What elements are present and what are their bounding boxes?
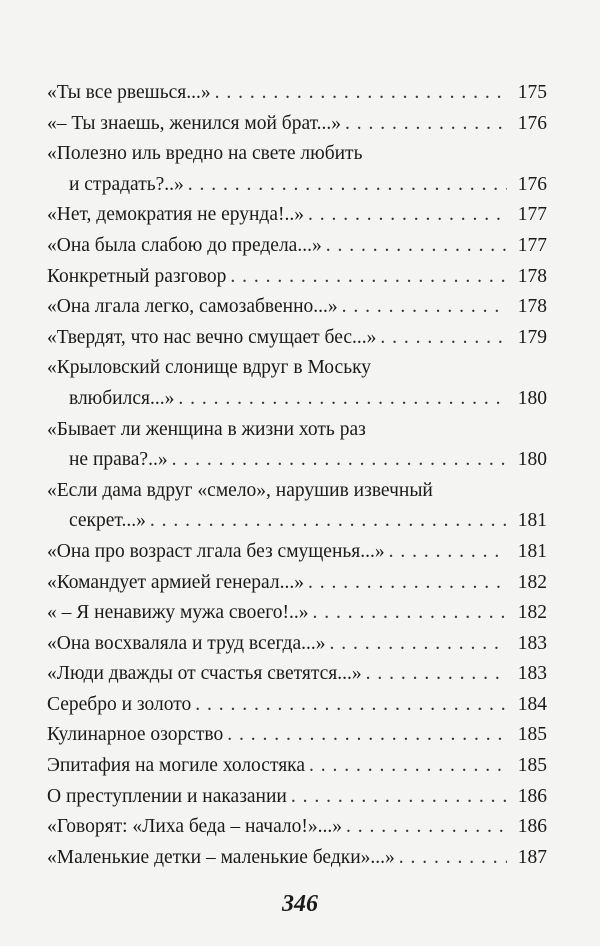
toc-entry-title: «Нет, демократия не ерунда!..» bbox=[47, 204, 305, 226]
dot-leader bbox=[215, 78, 507, 109]
toc-entry-title: Конкретный разговор bbox=[47, 265, 227, 287]
toc-entry-page: 184 bbox=[517, 693, 547, 715]
toc-entry bbox=[47, 476, 547, 537]
toc-entry-title: не права?..» bbox=[69, 449, 168, 471]
toc-entry-title: секрет...» bbox=[69, 510, 146, 532]
toc-entry-title: «Она была слабою до предела...» bbox=[47, 234, 322, 256]
toc-entry-page: 183 bbox=[517, 663, 547, 685]
dot-leader bbox=[309, 751, 507, 782]
toc-entry bbox=[47, 568, 547, 599]
dot-leader bbox=[308, 568, 507, 599]
toc-entry bbox=[47, 78, 547, 109]
toc-entry-title: и страдать?..» bbox=[69, 173, 184, 195]
toc-entry-title: Серебро и золото bbox=[47, 693, 192, 715]
toc-entry bbox=[47, 751, 547, 782]
dot-leader bbox=[330, 629, 508, 660]
toc-entry-page: 186 bbox=[517, 816, 547, 838]
toc-entry-title: «Ты все рвешься...» bbox=[47, 82, 211, 103]
toc-entry bbox=[47, 323, 547, 354]
dot-leader bbox=[399, 843, 507, 874]
toc-entry-title: «Если дама вдруг «смело», нарушив извечный bbox=[47, 479, 433, 501]
toc-entry-title: « – Я ненавижу мужа своего!..» bbox=[47, 602, 309, 624]
dot-leader bbox=[366, 659, 507, 690]
toc-entry-page: 179 bbox=[517, 326, 547, 348]
dot-leader bbox=[178, 384, 507, 415]
dot-leader bbox=[150, 506, 507, 537]
toc-entry-title: Эпитафия на могиле холостяка bbox=[47, 755, 306, 777]
toc-entry bbox=[47, 109, 547, 140]
toc-entry bbox=[47, 690, 547, 721]
toc-entry-title: «Говорят: «Лиха беда – начало!»...» bbox=[47, 816, 343, 838]
toc-entry-page: 181 bbox=[517, 540, 547, 562]
toc-entry-title: «Командует армией генерал...» bbox=[47, 571, 304, 593]
dot-leader bbox=[188, 170, 507, 201]
toc-entry-page: 178 bbox=[517, 265, 547, 287]
toc-entry-page: 175 bbox=[517, 82, 547, 103]
page-number: 346 bbox=[282, 891, 318, 917]
toc-entry-page: 177 bbox=[517, 204, 547, 226]
dot-leader bbox=[389, 537, 507, 568]
toc-entry-page: 185 bbox=[517, 724, 547, 746]
toc-entry-title: «Маленькие детки – маленькие бедки»...» bbox=[47, 846, 395, 868]
dot-leader bbox=[326, 231, 507, 262]
toc-entry-page: 182 bbox=[517, 602, 547, 624]
toc-entry bbox=[47, 200, 547, 231]
toc-entry-page: 178 bbox=[517, 296, 547, 318]
toc-entry bbox=[47, 720, 547, 751]
toc-entry-page: 180 bbox=[517, 387, 547, 409]
toc-entry bbox=[47, 598, 547, 629]
toc-entry bbox=[47, 292, 547, 323]
dot-leader bbox=[195, 690, 507, 721]
toc-entry-page: 187 bbox=[517, 846, 547, 868]
toc-entry-page: 182 bbox=[517, 571, 547, 593]
toc-entry bbox=[47, 843, 547, 874]
toc-entry-page: 181 bbox=[517, 510, 547, 532]
dot-leader bbox=[346, 812, 507, 843]
toc-entry-page: 180 bbox=[517, 449, 547, 471]
dot-leader bbox=[308, 200, 507, 231]
dot-leader bbox=[291, 782, 507, 813]
toc-entry-title: О преступлении и наказании bbox=[47, 785, 287, 807]
toc-entry-title: «Она про возраст лгала без смущенья...» bbox=[47, 540, 385, 562]
toc-entry-page: 176 bbox=[517, 173, 547, 195]
dot-leader bbox=[227, 720, 507, 751]
dot-leader bbox=[313, 598, 507, 629]
toc-entry-title: «Люди дважды от счастья светятся...» bbox=[47, 663, 362, 685]
toc-entry-page: 177 bbox=[517, 234, 547, 256]
toc-entry-title: «Бывает ли женщина в жизни хоть раз bbox=[47, 418, 366, 440]
toc-entry-title: «Она лгала легко, самозабвенно...» bbox=[47, 296, 338, 318]
toc-entry bbox=[47, 262, 547, 293]
toc-entry-title: Кулинарное озорство bbox=[47, 724, 224, 746]
toc-entry-title: «– Ты знаешь, женился мой брат...» bbox=[47, 112, 342, 134]
table-of-contents bbox=[47, 78, 547, 873]
dot-leader bbox=[345, 109, 507, 140]
toc-entry-page: 176 bbox=[517, 112, 547, 134]
toc-entry bbox=[47, 415, 547, 476]
toc-entry-title: «Крыловский слонище вдруг в Моську bbox=[47, 357, 372, 379]
dot-leader bbox=[172, 445, 507, 476]
toc-entry-title: влюбился...» bbox=[69, 387, 175, 409]
toc-entry-title: «Она восхваляла и труд всегда...» bbox=[47, 632, 326, 654]
toc-entry-title: «Полезно иль вредно на свете любить bbox=[47, 143, 363, 165]
toc-entry bbox=[47, 629, 547, 660]
dot-leader bbox=[342, 292, 507, 323]
toc-entry bbox=[47, 537, 547, 568]
toc-entry-title: «Твердят, что нас вечно смущает бес...» bbox=[47, 326, 377, 348]
toc-entry-page: 183 bbox=[517, 632, 547, 654]
toc-entry bbox=[47, 812, 547, 843]
toc-entry bbox=[47, 659, 547, 690]
toc-entry bbox=[47, 231, 547, 262]
toc-entry bbox=[47, 782, 547, 813]
dot-leader bbox=[380, 323, 507, 354]
toc-entry-page: 185 bbox=[517, 755, 547, 777]
toc-entry-page: 186 bbox=[517, 785, 547, 807]
toc-entry bbox=[47, 139, 547, 200]
dot-leader bbox=[230, 262, 507, 293]
toc-entry bbox=[47, 353, 547, 414]
